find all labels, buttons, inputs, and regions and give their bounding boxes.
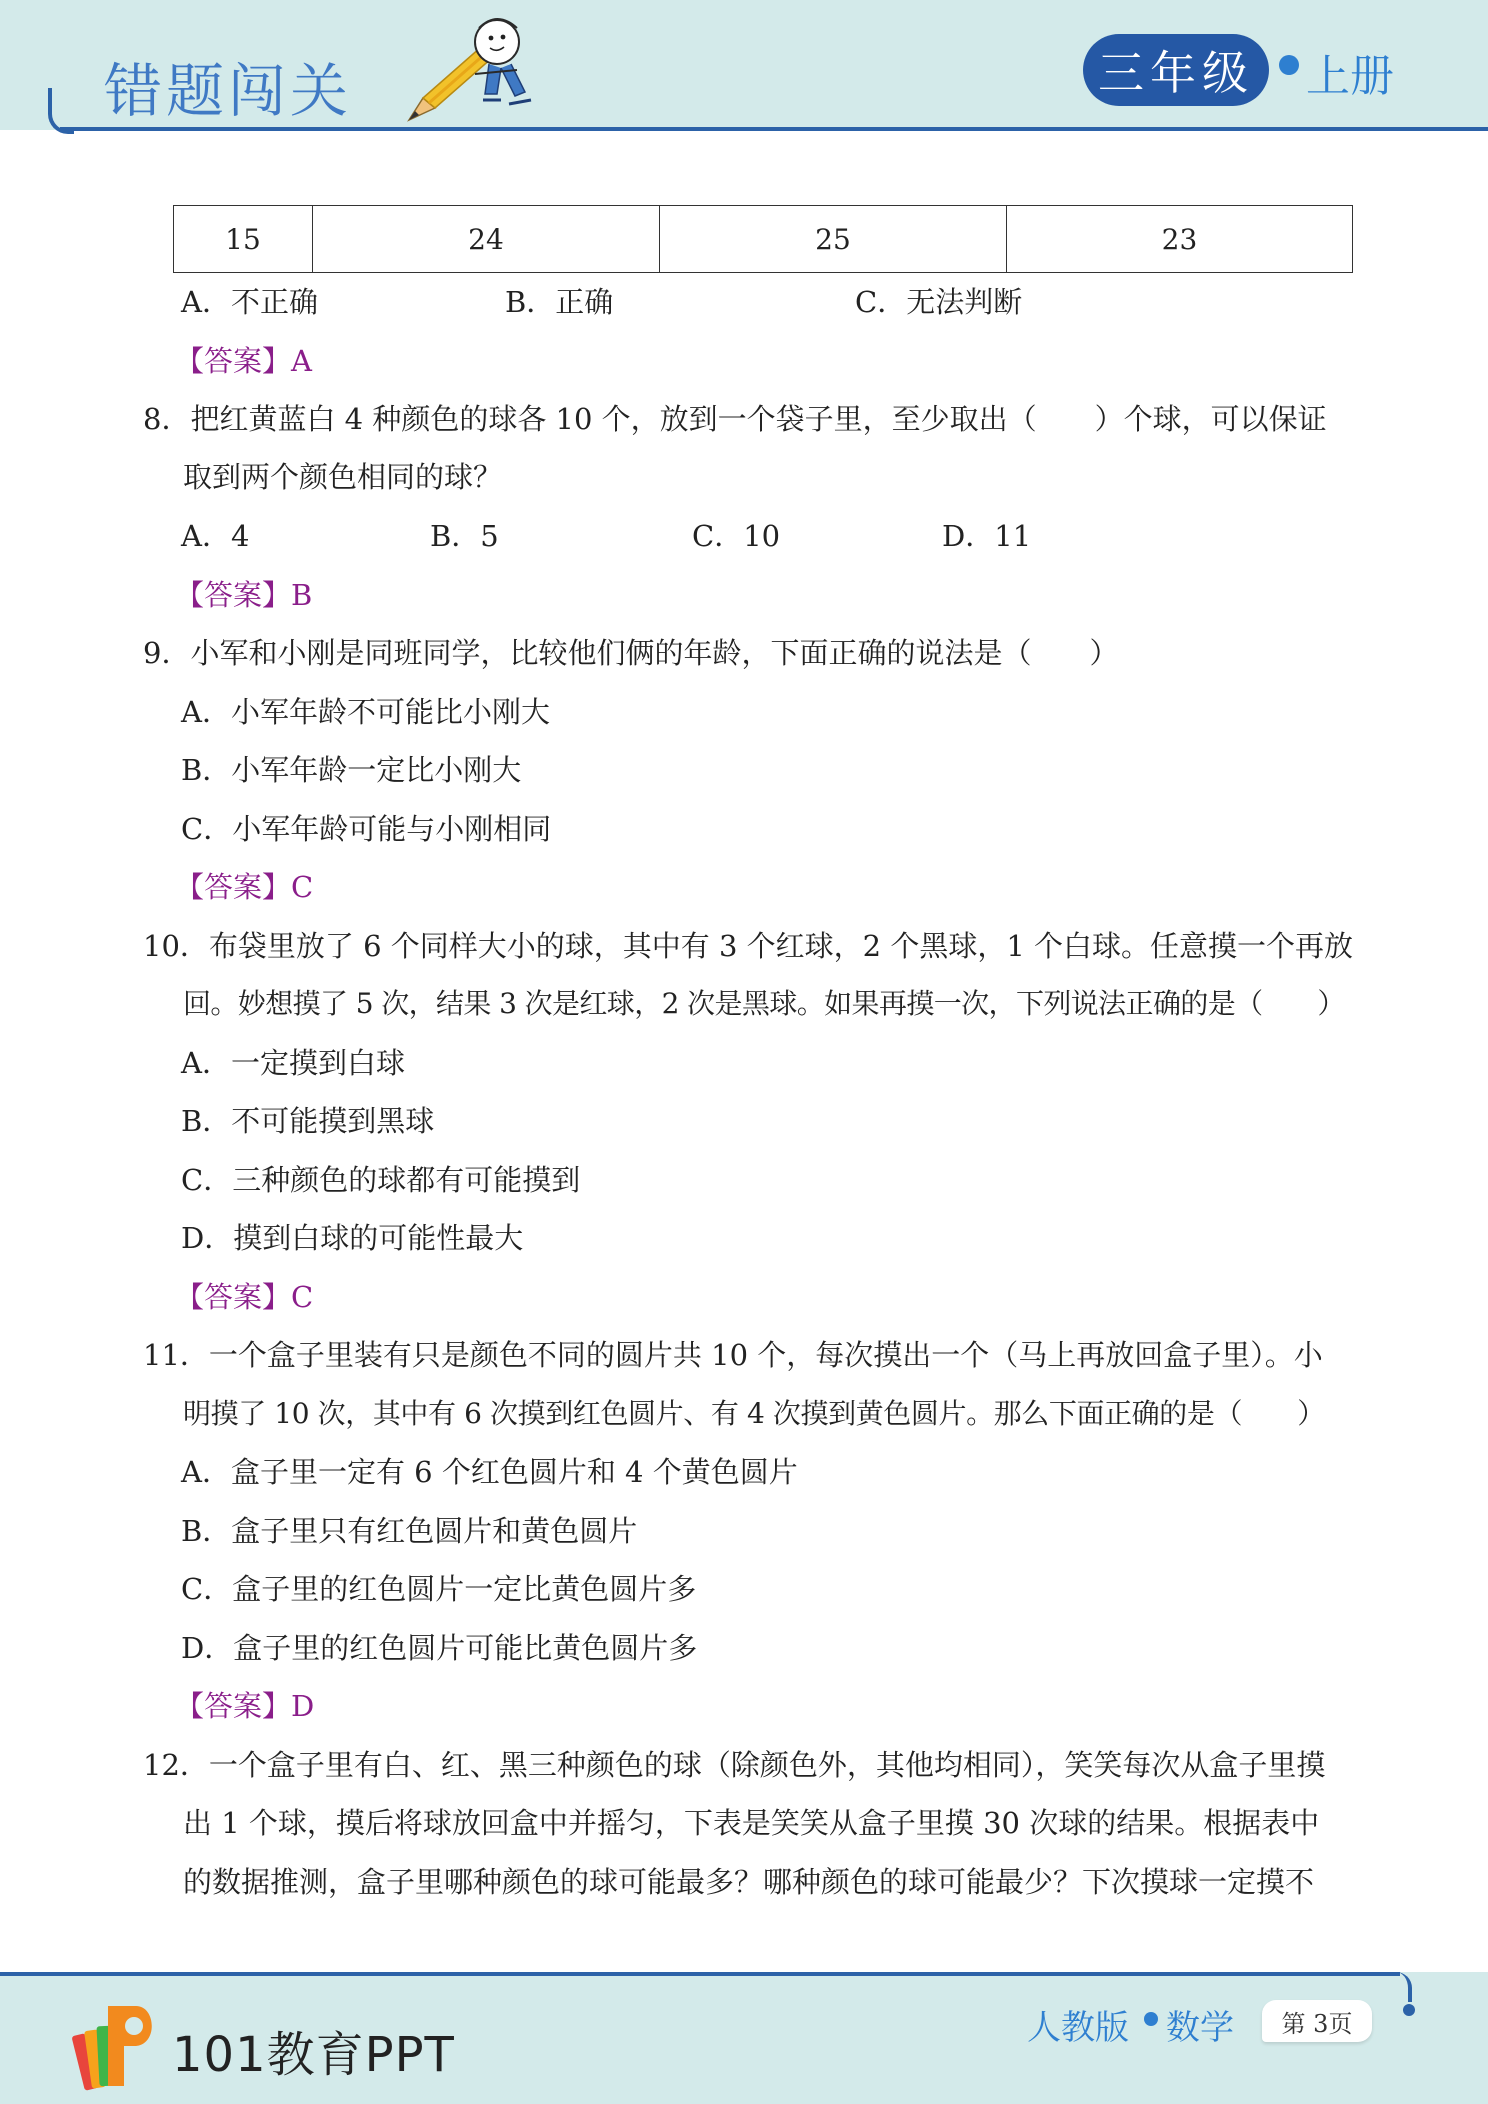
footer-separator-dot [1144,2012,1158,2026]
q11-answer: 【答案】D [175,1689,315,1723]
q9-option-a: A．小军年龄不可能比小刚大 [181,695,550,729]
q11-option-b: B．盒子里只有红色圆片和黄色圆片 [181,1514,638,1548]
q10-option-c: C．三种颜色的球都有可能摸到 [181,1163,581,1197]
q7-option-b: B．正确 [505,285,614,319]
q9-stem: 9．小军和小刚是同班同学，比较他们俩的年龄，下面正确的说法是（ ） [143,636,1119,670]
q12-stem-line-1: 12．一个盒子里有白、红、黑三种颜色的球（除颜色外，其他均相同），笑笑每次从盒子里摸 [143,1748,1326,1782]
q9-option-b: B．小军年龄一定比小刚大 [181,753,522,787]
table-cell: 24 [313,206,660,273]
q8-option-b: B．5 [430,519,499,553]
page-number-tab: 第 3页 [1262,2000,1372,2042]
edition-label: 人教版 [1027,2008,1129,2048]
q11-option-a: A．盒子里一定有 6 个红色圆片和 4 个黄色圆片 [181,1455,798,1489]
q11-option-c: C．盒子里的红色圆片一定比黄色圆片多 [181,1572,697,1606]
subject-label: 数学 [1166,2008,1234,2048]
q7-answer: 【答案】A [175,344,312,378]
brand-title: 错题闯关 [104,57,353,125]
result-table [173,205,1353,273]
footer-rule [0,1972,1400,1976]
pencil-mascot-icon [405,12,545,124]
table-cell: 15 [174,206,313,273]
q8-option-a: A．4 [181,519,250,553]
q8-stem-line-1: 8．把红黄蓝白 4 种颜色的球各 10 个，放到一个袋子里，至少取出（ ）个球，可以保证 [143,402,1327,436]
logo-text: 101教育PPT [172,2027,455,2083]
q10-answer: 【答案】C [175,1280,314,1314]
q11-option-d: D．盒子里的红色圆片可能比黄色圆片多 [181,1631,698,1665]
table-row [174,206,1353,273]
q7-option-a: A．不正确 [181,285,318,319]
q8-option-c: C．10 [692,519,781,553]
logo-p-icon [70,2000,162,2092]
q9-option-c: C．小军年龄可能与小刚相同 [181,812,552,846]
table-cell: 25 [660,206,1007,273]
q10-option-a: A．一定摸到白球 [181,1046,405,1080]
q12-stem-line-3: 的数据推测，盒子里哪种颜色的球可能最多？哪种颜色的球可能最少？下次摸球一定摸不 [183,1865,1315,1899]
volume-label: 上册 [1306,51,1394,102]
q7-option-c: C．无法判断 [855,285,1023,319]
header-separator-dot [1279,55,1299,75]
grade-badge: 三年级 [1083,34,1269,106]
header-rule-hook [48,88,74,134]
q12-stem-line-2: 出 1 个球，摸后将球放回盒中并摇匀，下表是笑笑从盒子里摸 30 次球的结果。根据表中 [183,1806,1320,1840]
q11-stem-line-1: 11．一个盒子里装有只是颜色不同的圆片共 10 个，每次摸出一个（马上再放回盒子里）。小 [143,1338,1323,1372]
q8-stem-line-2: 取到两个颜色相同的球？ [183,460,503,494]
table-cell: 23 [1007,206,1353,273]
q9-answer: 【答案】C [175,870,314,904]
q11-stem-line-2: 明摸了 10 次，其中有 6 次摸到红色圆片、有 4 次摸到黄色圆片。那么下面正确的是（ ） [183,1397,1325,1430]
q10-stem-line-2: 回。妙想摸了 5 次，结果 3 次是红球，2 次是黑球。如果再摸一次，下列说法正确的是（ ） [183,987,1345,1020]
q8-answer: 【答案】B [175,578,313,612]
q10-stem-line-1: 10．布袋里放了 6 个同样大小的球，其中有 3 个红球，2 个黑球，1 个白球。任意摸一个再放 [143,929,1354,963]
footer-rule-dot [1403,2004,1415,2016]
q8-option-d: D．11 [942,519,1032,553]
q10-option-d: D．摸到白球的可能性最大 [181,1221,524,1255]
q10-option-b: B．不可能摸到黑球 [181,1104,435,1138]
